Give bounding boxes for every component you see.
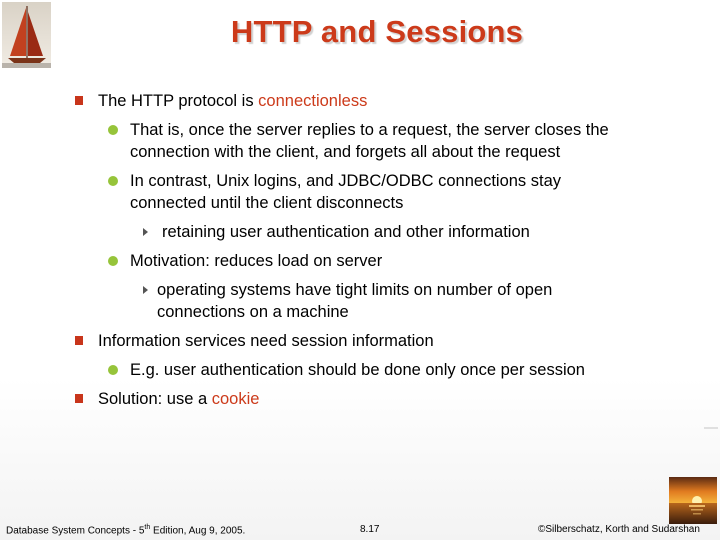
bullet-dot-icon — [108, 176, 118, 186]
bullet-square-icon — [75, 394, 83, 403]
bullet-text: retaining user authentication and other information — [162, 223, 530, 241]
bullet-text: E.g. user authentication should be done only once per session — [130, 361, 585, 379]
sunset-image — [669, 477, 717, 524]
bullet-text: Motivation: reduces load on server — [130, 252, 383, 270]
bullet-text: connections on a machine — [157, 303, 349, 321]
bullet-text: That is, once the server replies to a request, the server closes the — [130, 121, 609, 139]
bullet-square-icon — [75, 96, 83, 105]
bullet-l1-connectionless — [98, 90, 367, 112]
bullet-text: The HTTP protocol is — [98, 92, 259, 110]
bullet-text: In contrast, Unix logins, and JDBC/ODBC connections stay — [130, 172, 562, 190]
bullet-l1-solution — [98, 388, 259, 410]
footer-left — [6, 524, 245, 536]
footer-copyright: ©Silberschatz, Korth and Sudarshan — [538, 524, 700, 535]
bullet-triangle-icon — [143, 228, 148, 236]
footer-page-number: 8.17 — [360, 524, 380, 535]
slide-title: HTTP and Sessions — [230, 14, 524, 49]
footer-text: Edition, Aug 9, 2005. — [150, 525, 246, 537]
bullet-dot-icon — [108, 256, 118, 266]
bullet-dot-icon — [108, 365, 118, 375]
bullet-text: connection with the client, and forgets all about the request — [130, 143, 561, 161]
bullet-triangle-icon — [143, 286, 148, 294]
keyword-connectionless: connectionless — [258, 92, 368, 110]
footer-text: Database System Concepts - 5 — [6, 525, 145, 537]
bullet-text: Solution: use a — [98, 390, 212, 408]
keyword-cookie: cookie — [211, 390, 260, 408]
footer-superscript: th — [144, 524, 151, 531]
bullet-text: operating systems have tight limits on number of open — [157, 281, 553, 299]
bullet-dot-icon — [108, 125, 118, 135]
bullet-text: connected until the client disconnects — [130, 194, 404, 212]
bullet-text: Information services need session information — [98, 332, 434, 350]
bullet-square-icon — [75, 336, 83, 345]
divider — [704, 427, 718, 429]
